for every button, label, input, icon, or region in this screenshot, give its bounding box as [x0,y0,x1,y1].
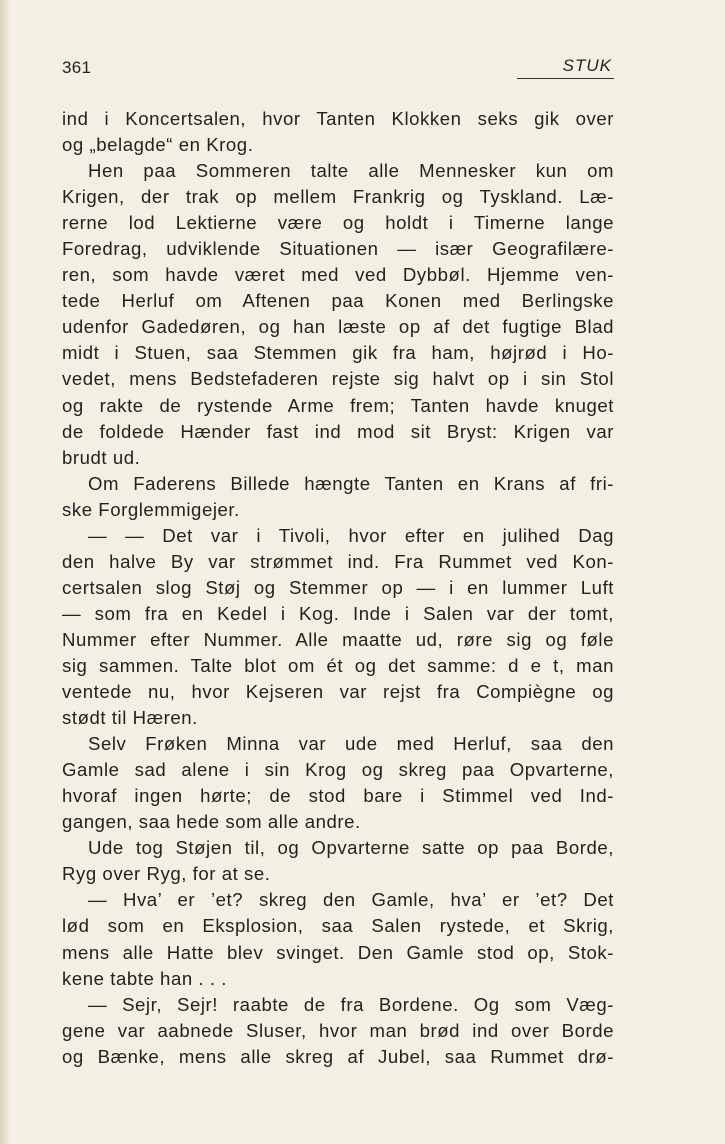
text-line: ind i Koncertsalen, hvor Tanten Klokken seks gik over [62,108,614,129]
text-line: — som fra en Kedel i Kog. Inde i Salen var der tomt, [62,602,614,624]
text-line: Om Faderens Billede hængte Tanten en Krans af fri- [88,472,614,494]
page-header [62,56,614,86]
text-line: ventede nu, hvor Kejseren var rejst fra Compiègne og [62,681,614,703]
text-line: certsalen slog Støj og Stemmer op — i en lummer Luft [62,576,614,598]
text-line: brudt ud. [62,446,141,468]
text-line: gangen, saa hede som alle andre. [62,811,361,833]
text-line: — — Det var i Tivoli, hvor efter en julihed Dag [88,524,614,546]
text-line: Selv Frøken Minna var ude med Herluf, saa den [88,733,614,755]
text-line: — Hva’ er ’et? skreg den Gamle, hva’ er ’et? Det [88,889,614,911]
text-line: — Sejr, Sejr! raabte de fra Bordene. Og som Væg- [88,993,614,1015]
text-line: og „belagde“ en Krog. [62,134,254,156]
page-number: 361 [62,58,92,77]
text-line: kene tabte han . . . [62,967,228,989]
text-line: midt i Stuen, saa Stemmen gik fra ham, højrød i Ho- [62,342,614,364]
text-line: Gamle sad alene i sin Krog og skreg paa Opvarterne, [62,759,614,781]
text-line: mens alle Hatte blev svinget. Den Gamle stod op, Stok- [62,941,614,963]
text-line: gene var aabnede Sluser, hvor man brød ind over Borde [62,1019,614,1041]
text-line: vedet, mens Bedstefaderen rejste sig halvt op i sin Stol [62,368,614,390]
text-line: Ude tog Støjen til, og Opvarterne satte op paa Borde, [88,837,614,859]
body-text [62,106,614,1070]
text-line: sig sammen. Talte blot om ét og det samme: d e t, man [62,654,614,676]
text-line: ske Forglemmigejer. [62,498,240,520]
text-line: Foredrag, udviklende Situationen — især Geografilære- [62,238,614,260]
text-line: de foldede Hænder fast ind mod sit Bryst: Krigen var [62,420,614,442]
text-line: stødt til Hæren. [62,707,198,729]
text-line: Nummer efter Nummer. Alle maatte ud, røre sig og føle [62,628,614,650]
text-line: lød som en Eksplosion, saa Salen rystede, et Skrig, [62,915,614,937]
text-line: hvoraf ingen hørte; de stod bare i Stimmel ved Ind- [62,785,614,807]
running-title: STUK [517,56,614,79]
text-line: Hen paa Sommeren talte alle Mennesker kun om [88,160,614,182]
text-line: Krigen, der trak op mellem Frankrig og Tyskland. Læ- [62,186,614,208]
text-line: rerne lod Lektierne være og holdt i Timerne lange [62,212,614,234]
text-line: den halve By var strømmet ind. Fra Rummet ved Kon- [62,550,614,572]
text-line: og rakte de rystende Arme frem; Tanten havde knuget [62,394,614,416]
text-line: ren, som havde været med ved Dybbøl. Hjemme ven- [62,264,614,286]
page-edge [0,0,10,1144]
text-line: og Bænke, mens alle skreg af Jubel, saa Rummet drø- [62,1045,614,1067]
text-line: Ryg over Ryg, for at se. [62,863,271,885]
text-line: udenfor Gadedøren, og han læste op af det fugtige Blad [62,316,614,338]
text-line: tede Herluf om Aftenen paa Konen med Berlingske [62,290,614,312]
